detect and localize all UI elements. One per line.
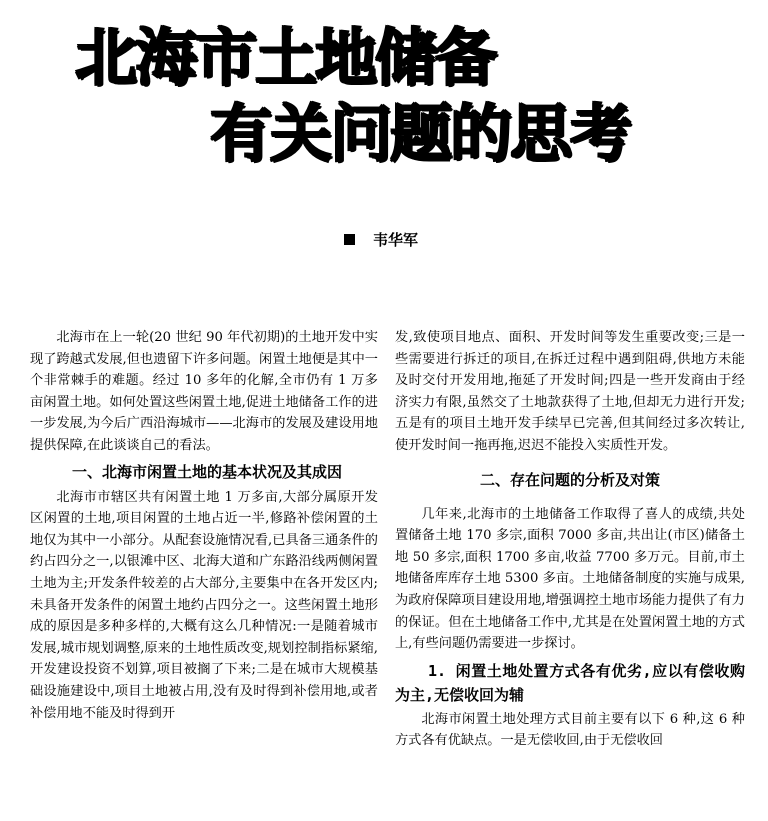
section-2-heading: 二、存在问题的分析及对策 — [479, 470, 660, 489]
article-title-line-1: 北海市土地储备 — [75, 21, 496, 94]
continuation-paragraph: 发,致使项目地点、面积、开发时间等发生重要改变;三是一些需要进行拆迁的项目,在拆迁过程中遇到阻碍,供地方未能及时交付开发用地,拖延了开发时间;四是一些开发商由于经济实力有限,虽然交了土地款获得了土地,但却无力进行开发;五是有的项目土地开发手续早已完善,但其间经过多次转让,使开发时间一拖再拖,迟迟不能投入实质性开发。 — [395, 330, 745, 453]
subsection-1-paragraph: 北海市闲置土地处理方式目前主要有以下 6 种,这 6 种方式各有优缺点。一是无偿收回,由于无偿收回 — [395, 711, 745, 749]
section-1-paragraph: 北海市市辖区共有闲置土地 1 万多亩,大部分属原开发区闲置的土地,项目闲置的土地占近一半,修路补偿闲置的土地仅为其中一小部分。从配套设施情况看,已具备三通条件的约占四分之一,以银滩中区、北海大道和广东路沿线两侧闲置土地为主;开发条件较差的占大部分,主要集中在各开发区内;未具备开发条件的闲置土地约占四分之一。这些闲置土地形成的原因是多种多样的,大概有这么几种情况:一是随着城市发展,城市规划调整,原来的土地性质改变,规划控制指标紧缩,开发建设投资不划算,项目被搁了下来;二是在城市大规模基础设施建设中,项目土地被占用,没有及时得到补偿用地,或者补偿用地不能及时得到开 — [30, 489, 378, 721]
section-2-paragraph: 几年来,北海市的土地储备工作取得了喜人的成绩,共处置储备土地 170 多宗,面积 7000 多亩,共出让(市区)储备土地 50 多宗,面积 1700 多亩,收益 7700 多万元。目前,市土地储备库库存土地 5300 多亩。土地储备制度的实施与成果,为政府保障项目建设用地,增强调控土地市场能力提供了有力的保证。但在土地储备工作中,尤其是在处置闲置土地的方式上,有些问题仍需要进一步探讨。 — [395, 506, 745, 652]
intro-paragraph: 北海市在上一轮(20 世纪 90 年代初期)的土地开发中实现了跨越式发展,但也遗留下许多问题。闲置土地便是其中一个非常棘手的难题。经过 10 多年的化解,全市仍有 1 万多亩闲置土地。如何处置这些闲置土地,促进土地储备工作的进一步发展,为今后广西沿海城市——北海市的发展及建设用地提供保障,在此谈谈自己的看法。 — [30, 330, 378, 453]
left-column — [30, 327, 378, 724]
article-title-line-2: 有关问题的思考 — [210, 97, 631, 170]
byline — [344, 229, 418, 250]
subsection-1-heading: 1. 闲置土地处置方式各有优劣,应以有偿收购为主,无偿收回为辅 — [395, 661, 745, 704]
square-bullet-icon — [344, 234, 355, 245]
right-column — [395, 327, 745, 752]
section-1-heading: 一、北海市闲置土地的基本状况及其成因 — [72, 462, 343, 481]
author-name: 韦华军 — [373, 231, 419, 249]
